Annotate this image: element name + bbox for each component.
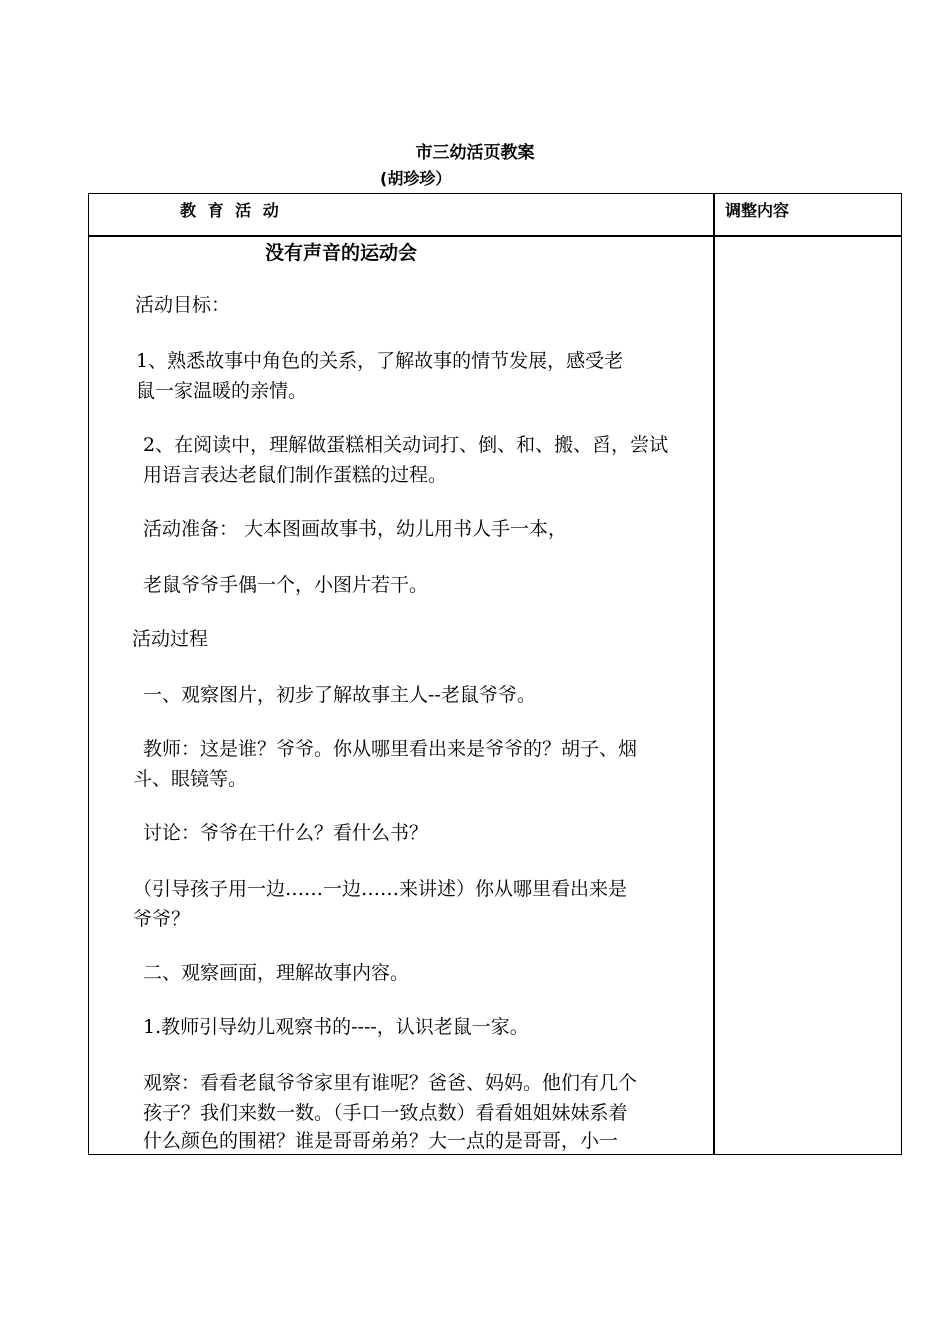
teacher-line-2: 斗、眼镜等。 xyxy=(133,768,248,790)
goal-1-line-2: 鼠一家温暖的亲情。 xyxy=(136,380,308,402)
goals-label: 活动目标： xyxy=(135,294,231,316)
table-column-divider xyxy=(713,193,715,1155)
observe-line-1: 观察：看看老鼠爷爷家里有谁呢？爸爸、妈妈。他们有几个 xyxy=(143,1072,638,1094)
discussion: 讨论：爷爷在干什么？看什么书？ xyxy=(143,822,429,844)
step-2: 二、观察画面，理解故事内容。 xyxy=(143,962,410,984)
table-header-divider xyxy=(88,235,902,237)
preparation-line-2: 老鼠爷爷手偶一个，小图片若干。 xyxy=(143,574,429,596)
step-2-1: 1.教师引导幼儿观察书的----，认识老鼠一家。 xyxy=(143,1016,529,1038)
goal-2-line-2: 用语言表达老鼠们制作蛋糕的过程。 xyxy=(143,464,448,486)
goal-2-line-1: 2、在阅读中，理解做蛋糕相关动词打、倒、和、搬、舀，尝试 xyxy=(143,434,669,456)
guide-line-2: 爷爷？ xyxy=(133,908,191,930)
goal-1-line-1: 1、熟悉故事中角色的关系，了解故事的情节发展，感受老 xyxy=(136,350,624,372)
process-label: 活动过程 xyxy=(132,628,209,650)
step-1: 一、观察图片，初步了解故事主人--老鼠爷爷。 xyxy=(143,684,536,706)
column-header-adjustment: 调整内容 xyxy=(725,201,790,220)
guide-line-1: （引导孩子用一边……一边……来讲述）你从哪里看出来是 xyxy=(133,878,628,900)
column-header-activity: 教 育 活 动 xyxy=(180,201,282,220)
page-title: 市三幼活页教案 xyxy=(415,143,535,163)
preparation-line-1: 活动准备： 大本图画故事书，幼儿用书人手一本， xyxy=(143,518,568,540)
lesson-title: 没有声音的运动会 xyxy=(265,242,418,264)
teacher-line-1: 教师：这是谁？爷爷。你从哪里看出来是爷爷的？胡子、烟 xyxy=(143,738,638,760)
observe-line-2: 孩子？我们来数一数。（手口一致点数）看看姐姐妹妹系着 xyxy=(143,1102,628,1124)
observe-line-3: 什么颜色的围裙？谁是哥哥弟弟？大一点的是哥哥，小一 xyxy=(143,1130,619,1152)
author-name: (胡珍珍） xyxy=(380,169,452,188)
lesson-table xyxy=(88,193,902,1155)
